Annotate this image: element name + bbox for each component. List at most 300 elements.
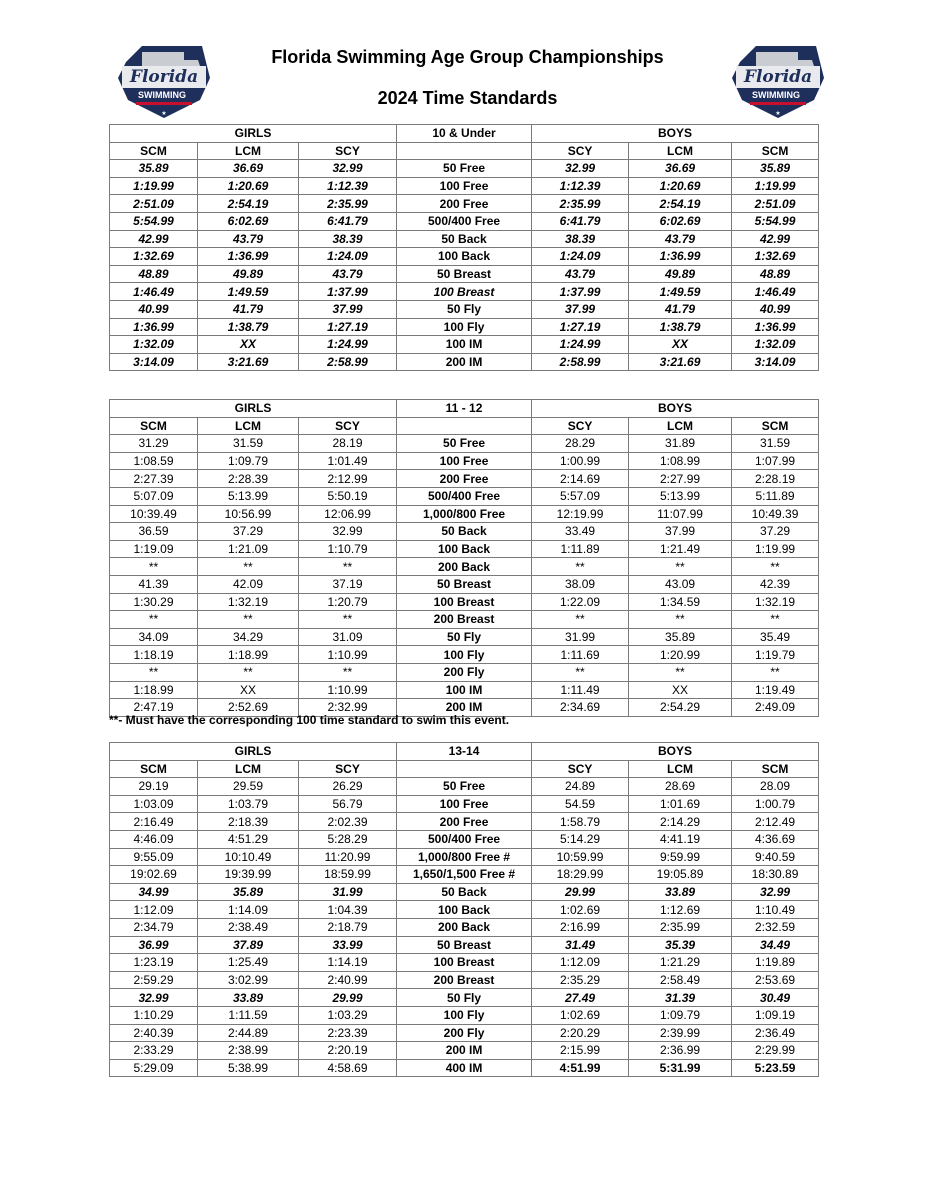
- girls-time-cell: 2:35.99: [299, 195, 397, 213]
- girls-time-cell: 1:38.79: [198, 318, 299, 336]
- footnote: **- Must have the corresponding 100 time standard to swim this event.: [109, 713, 510, 727]
- table-row: [110, 435, 819, 453]
- girls-time-cell: 1:49.59: [198, 283, 299, 301]
- girls-time-cell: 29.19: [110, 778, 198, 796]
- girls-time-cell: **: [299, 558, 397, 576]
- girls-time-cell: 35.89: [110, 160, 198, 178]
- girls-time-cell: 1:19.99: [110, 177, 198, 195]
- boys-time-cell: 1:11.69: [532, 646, 629, 664]
- girls-time-cell: 26.29: [299, 778, 397, 796]
- girls-time-cell: 33.99: [299, 936, 397, 954]
- girls-course-header: LCM: [198, 760, 299, 778]
- girls-time-cell: **: [299, 611, 397, 629]
- event-header-blank: [397, 142, 532, 160]
- boys-time-cell: 1:20.99: [629, 646, 732, 664]
- boys-time-cell: 43.09: [629, 575, 732, 593]
- boys-time-cell: **: [629, 663, 732, 681]
- girls-time-cell: 31.29: [110, 435, 198, 453]
- boys-time-cell: 1:46.49: [732, 283, 819, 301]
- event-name-cell: 200 Free: [397, 195, 532, 213]
- girls-time-cell: 5:13.99: [198, 487, 299, 505]
- girls-course-header: SCM: [110, 142, 198, 160]
- event-name-cell: 200 Back: [397, 558, 532, 576]
- table-row: [110, 505, 819, 523]
- girls-time-cell: 5:38.99: [198, 1059, 299, 1077]
- table-row: [110, 646, 819, 664]
- table-row: [110, 971, 819, 989]
- event-name-cell: 50 Breast: [397, 575, 532, 593]
- girls-time-cell: 1:27.19: [299, 318, 397, 336]
- girls-time-cell: 11:20.99: [299, 848, 397, 866]
- girls-course-header: SCM: [110, 417, 198, 435]
- girls-time-cell: 1:21.09: [198, 540, 299, 558]
- event-name-cell: 100 Free: [397, 795, 532, 813]
- event-name-cell: 50 Fly: [397, 628, 532, 646]
- girls-time-cell: 6:02.69: [198, 212, 299, 230]
- event-name-cell: 400 IM: [397, 1059, 532, 1077]
- table-row: [110, 265, 819, 283]
- boys-time-cell: **: [629, 558, 732, 576]
- girls-time-cell: 1:36.99: [198, 248, 299, 266]
- girls-time-cell: **: [110, 611, 198, 629]
- boys-time-cell: 1:21.29: [629, 954, 732, 972]
- boys-time-cell: 1:19.49: [732, 681, 819, 699]
- boys-time-cell: **: [732, 611, 819, 629]
- boys-time-cell: 1:02.69: [532, 901, 629, 919]
- girls-course-header: LCM: [198, 142, 299, 160]
- girls-time-cell: 1:14.19: [299, 954, 397, 972]
- table-row: [110, 230, 819, 248]
- table-row: [110, 300, 819, 318]
- boys-time-cell: 35.89: [732, 160, 819, 178]
- table-row: [110, 1006, 819, 1024]
- girls-time-cell: 2:23.39: [299, 1024, 397, 1042]
- table-row: [110, 795, 819, 813]
- boys-time-cell: 1:11.89: [532, 540, 629, 558]
- girls-time-cell: 1:24.09: [299, 248, 397, 266]
- table-row: [110, 954, 819, 972]
- svg-text:★: ★: [775, 111, 781, 117]
- boys-time-cell: XX: [629, 681, 732, 699]
- boys-time-cell: 42.99: [732, 230, 819, 248]
- girls-time-cell: 9:55.09: [110, 848, 198, 866]
- boys-time-cell: 1:19.79: [732, 646, 819, 664]
- boys-time-cell: 2:36.99: [629, 1042, 732, 1060]
- boys-time-cell: 10:49.39: [732, 505, 819, 523]
- girls-time-cell: 1:04.39: [299, 901, 397, 919]
- boys-time-cell: 30.49: [732, 989, 819, 1007]
- girls-time-cell: 56.79: [299, 795, 397, 813]
- boys-time-cell: 54.59: [532, 795, 629, 813]
- boys-time-cell: 43.79: [532, 265, 629, 283]
- girls-time-cell: 2:12.99: [299, 470, 397, 488]
- boys-time-cell: 35.49: [732, 628, 819, 646]
- boys-time-cell: 41.79: [629, 300, 732, 318]
- table-row: [110, 558, 819, 576]
- boys-time-cell: XX: [629, 336, 732, 354]
- girls-time-cell: 5:28.29: [299, 830, 397, 848]
- boys-time-cell: 1:36.99: [629, 248, 732, 266]
- girls-time-cell: 2:33.29: [110, 1042, 198, 1060]
- girls-time-cell: 32.99: [299, 160, 397, 178]
- girls-time-cell: 40.99: [110, 300, 198, 318]
- age-group-header: 11 - 12: [397, 400, 532, 418]
- boys-time-cell: 29.99: [532, 883, 629, 901]
- girls-time-cell: 1:11.59: [198, 1006, 299, 1024]
- course-header-row: [110, 760, 819, 778]
- boys-time-cell: 1:19.99: [732, 540, 819, 558]
- boys-time-cell: 5:54.99: [732, 212, 819, 230]
- boys-time-cell: 1:12.39: [532, 177, 629, 195]
- boys-time-cell: 1:20.69: [629, 177, 732, 195]
- table-row: [110, 593, 819, 611]
- svg-text:SWIMMING: SWIMMING: [752, 90, 800, 100]
- girls-time-cell: 1:30.29: [110, 593, 198, 611]
- boys-time-cell: 6:02.69: [629, 212, 732, 230]
- girls-time-cell: 4:58.69: [299, 1059, 397, 1077]
- girls-header: GIRLS: [110, 400, 397, 418]
- girls-time-cell: 37.89: [198, 936, 299, 954]
- boys-time-cell: 2:35.99: [629, 918, 732, 936]
- girls-time-cell: XX: [198, 681, 299, 699]
- boys-time-cell: 2:58.49: [629, 971, 732, 989]
- boys-time-cell: 1:49.59: [629, 283, 732, 301]
- boys-time-cell: 1:09.79: [629, 1006, 732, 1024]
- girls-time-cell: 1:32.19: [198, 593, 299, 611]
- boys-time-cell: 48.89: [732, 265, 819, 283]
- boys-time-cell: 28.69: [629, 778, 732, 796]
- girls-time-cell: 2:28.39: [198, 470, 299, 488]
- boys-time-cell: 1:00.99: [532, 452, 629, 470]
- girls-time-cell: 5:29.09: [110, 1059, 198, 1077]
- girls-time-cell: 36.99: [110, 936, 198, 954]
- boys-time-cell: 1:36.99: [732, 318, 819, 336]
- page-subtitle: 2024 Time Standards: [377, 88, 558, 108]
- svg-text:★: ★: [161, 111, 167, 117]
- girls-time-cell: 1:20.69: [198, 177, 299, 195]
- event-name-cell: 50 Breast: [397, 936, 532, 954]
- boys-time-cell: 2:58.99: [532, 353, 629, 371]
- girls-time-cell: 3:14.09: [110, 353, 198, 371]
- boys-course-header: SCY: [532, 760, 629, 778]
- table-row: [110, 487, 819, 505]
- boys-time-cell: 1:27.19: [532, 318, 629, 336]
- event-name-cell: 500/400 Free: [397, 487, 532, 505]
- girls-time-cell: 1:18.99: [110, 681, 198, 699]
- boys-course-header: LCM: [629, 142, 732, 160]
- boys-time-cell: 1:02.69: [532, 1006, 629, 1024]
- girls-time-cell: 5:54.99: [110, 212, 198, 230]
- table-row: [110, 336, 819, 354]
- girls-time-cell: 5:07.09: [110, 487, 198, 505]
- girls-time-cell: **: [198, 558, 299, 576]
- course-header-row: [110, 417, 819, 435]
- boys-time-cell: 2:29.99: [732, 1042, 819, 1060]
- boys-time-cell: 1:37.99: [532, 283, 629, 301]
- course-header-row: [110, 142, 819, 160]
- boys-time-cell: 34.49: [732, 936, 819, 954]
- boys-time-cell: 31.39: [629, 989, 732, 1007]
- boys-time-cell: 4:41.19: [629, 830, 732, 848]
- boys-time-cell: 2:12.49: [732, 813, 819, 831]
- boys-time-cell: 2:35.29: [532, 971, 629, 989]
- girls-time-cell: 1:18.99: [198, 646, 299, 664]
- florida-swimming-logo-icon: [114, 38, 214, 120]
- age-group-header: 13-14: [397, 743, 532, 761]
- girls-time-cell: 2:02.39: [299, 813, 397, 831]
- event-name-cell: 100 IM: [397, 336, 532, 354]
- girls-time-cell: 4:51.29: [198, 830, 299, 848]
- boys-time-cell: 1:12.69: [629, 901, 732, 919]
- time-standards-table-13-14: [109, 742, 819, 1077]
- girls-time-cell: 2:20.19: [299, 1042, 397, 1060]
- table-row: [110, 628, 819, 646]
- girls-time-cell: 2:18.79: [299, 918, 397, 936]
- event-name-cell: 50 Free: [397, 778, 532, 796]
- boys-time-cell: 1:22.09: [532, 593, 629, 611]
- boys-time-cell: 2:39.99: [629, 1024, 732, 1042]
- table-row: [110, 848, 819, 866]
- table-row: [110, 318, 819, 336]
- girls-time-cell: 2:52.69: [198, 699, 299, 717]
- table-row: [110, 195, 819, 213]
- time-standards-table-10-under: [109, 124, 819, 371]
- boys-time-cell: 33.89: [629, 883, 732, 901]
- girls-time-cell: **: [110, 558, 198, 576]
- event-name-cell: 200 Breast: [397, 611, 532, 629]
- boys-time-cell: 10:59.99: [532, 848, 629, 866]
- girls-time-cell: 41.79: [198, 300, 299, 318]
- girls-time-cell: 1:19.09: [110, 540, 198, 558]
- girls-course-header: SCY: [299, 760, 397, 778]
- table-row: [110, 523, 819, 541]
- table-row: [110, 1042, 819, 1060]
- event-name-cell: 500/400 Free: [397, 212, 532, 230]
- event-name-cell: 50 Back: [397, 230, 532, 248]
- boys-time-cell: 2:27.99: [629, 470, 732, 488]
- boys-time-cell: 31.89: [629, 435, 732, 453]
- table-row: [110, 353, 819, 371]
- girls-time-cell: 41.39: [110, 575, 198, 593]
- gender-header-row: [110, 125, 819, 143]
- girls-time-cell: 2:47.19: [110, 699, 198, 717]
- boys-header: BOYS: [532, 743, 819, 761]
- boys-time-cell: 1:12.09: [532, 954, 629, 972]
- boys-time-cell: 2:53.69: [732, 971, 819, 989]
- event-name-cell: 100 Breast: [397, 283, 532, 301]
- boys-time-cell: **: [732, 558, 819, 576]
- boys-time-cell: 40.99: [732, 300, 819, 318]
- boys-time-cell: **: [629, 611, 732, 629]
- boys-time-cell: 1:19.99: [732, 177, 819, 195]
- girls-time-cell: **: [198, 663, 299, 681]
- boys-time-cell: 5:11.89: [732, 487, 819, 505]
- boys-time-cell: 2:51.09: [732, 195, 819, 213]
- girls-time-cell: 1:03.29: [299, 1006, 397, 1024]
- girls-time-cell: 37.19: [299, 575, 397, 593]
- boys-header: BOYS: [532, 125, 819, 143]
- girls-time-cell: 2:38.49: [198, 918, 299, 936]
- girls-time-cell: 34.99: [110, 883, 198, 901]
- boys-time-cell: 24.89: [532, 778, 629, 796]
- svg-text:SWIMMING: SWIMMING: [138, 90, 186, 100]
- girls-time-cell: 1:37.99: [299, 283, 397, 301]
- girls-time-cell: 33.89: [198, 989, 299, 1007]
- boys-time-cell: 4:51.99: [532, 1059, 629, 1077]
- girls-time-cell: 29.59: [198, 778, 299, 796]
- girls-time-cell: 2:18.39: [198, 813, 299, 831]
- girls-time-cell: 1:03.79: [198, 795, 299, 813]
- boys-time-cell: 2:35.99: [532, 195, 629, 213]
- boys-time-cell: 38.39: [532, 230, 629, 248]
- girls-time-cell: 28.19: [299, 435, 397, 453]
- event-name-cell: 1,650/1,500 Free #: [397, 866, 532, 884]
- event-name-cell: 500/400 Free: [397, 830, 532, 848]
- table-row: [110, 883, 819, 901]
- event-name-cell: 200 IM: [397, 699, 532, 717]
- event-name-cell: 200 Fly: [397, 663, 532, 681]
- girls-time-cell: 2:59.29: [110, 971, 198, 989]
- boys-time-cell: 1:38.79: [629, 318, 732, 336]
- boys-time-cell: 43.79: [629, 230, 732, 248]
- boys-time-cell: 36.69: [629, 160, 732, 178]
- girls-time-cell: 1:08.59: [110, 452, 198, 470]
- boys-time-cell: 5:23.59: [732, 1059, 819, 1077]
- event-name-cell: 200 IM: [397, 353, 532, 371]
- event-name-cell: 100 Fly: [397, 646, 532, 664]
- girls-time-cell: 3:02.99: [198, 971, 299, 989]
- boys-time-cell: 31.49: [532, 936, 629, 954]
- girls-time-cell: **: [110, 663, 198, 681]
- table-row: [110, 575, 819, 593]
- table-row: [110, 989, 819, 1007]
- boys-time-cell: 5:31.99: [629, 1059, 732, 1077]
- girls-time-cell: 1:20.79: [299, 593, 397, 611]
- boys-course-header: SCY: [532, 142, 629, 160]
- event-name-cell: 100 Breast: [397, 954, 532, 972]
- boys-time-cell: 1:10.49: [732, 901, 819, 919]
- girls-time-cell: 36.59: [110, 523, 198, 541]
- boys-time-cell: 31.99: [532, 628, 629, 646]
- table-row: [110, 283, 819, 301]
- table-row: [110, 663, 819, 681]
- boys-time-cell: 6:41.79: [532, 212, 629, 230]
- boys-time-cell: 9:40.59: [732, 848, 819, 866]
- boys-time-cell: **: [732, 663, 819, 681]
- event-header-blank: [397, 417, 532, 435]
- event-name-cell: 1,000/800 Free #: [397, 848, 532, 866]
- table-row: [110, 160, 819, 178]
- boys-time-cell: 1:00.79: [732, 795, 819, 813]
- boys-course-header: LCM: [629, 417, 732, 435]
- boys-time-cell: **: [532, 611, 629, 629]
- event-name-cell: 200 Breast: [397, 971, 532, 989]
- girls-time-cell: 10:56.99: [198, 505, 299, 523]
- girls-time-cell: 1:18.19: [110, 646, 198, 664]
- table-row: [110, 778, 819, 796]
- girls-time-cell: 2:40.39: [110, 1024, 198, 1042]
- girls-time-cell: 1:12.09: [110, 901, 198, 919]
- boys-header: BOYS: [532, 400, 819, 418]
- boys-time-cell: 5:13.99: [629, 487, 732, 505]
- girls-time-cell: 18:59.99: [299, 866, 397, 884]
- girls-time-cell: 19:39.99: [198, 866, 299, 884]
- event-name-cell: 100 Free: [397, 177, 532, 195]
- svg-text:Florida: Florida: [129, 67, 199, 87]
- event-name-cell: 50 Fly: [397, 300, 532, 318]
- table-row: [110, 452, 819, 470]
- table-row: [110, 470, 819, 488]
- girls-time-cell: XX: [198, 336, 299, 354]
- boys-time-cell: 19:05.89: [629, 866, 732, 884]
- girls-time-cell: 19:02.69: [110, 866, 198, 884]
- boys-time-cell: 1:32.09: [732, 336, 819, 354]
- girls-time-cell: 49.89: [198, 265, 299, 283]
- event-name-cell: 50 Free: [397, 160, 532, 178]
- boys-course-header: SCY: [532, 417, 629, 435]
- event-name-cell: 100 Fly: [397, 318, 532, 336]
- boys-time-cell: 1:32.69: [732, 248, 819, 266]
- girls-time-cell: 29.99: [299, 989, 397, 1007]
- event-name-cell: 100 Back: [397, 540, 532, 558]
- girls-time-cell: 5:50.19: [299, 487, 397, 505]
- boys-time-cell: 2:28.19: [732, 470, 819, 488]
- boys-time-cell: 42.39: [732, 575, 819, 593]
- table-row: [110, 681, 819, 699]
- girls-time-cell: 48.89: [110, 265, 198, 283]
- girls-time-cell: 1:46.49: [110, 283, 198, 301]
- boys-time-cell: 1:01.69: [629, 795, 732, 813]
- girls-time-cell: 2:27.39: [110, 470, 198, 488]
- boys-time-cell: 1:19.89: [732, 954, 819, 972]
- girls-header: GIRLS: [110, 743, 397, 761]
- girls-time-cell: 37.99: [299, 300, 397, 318]
- boys-time-cell: 1:09.19: [732, 1006, 819, 1024]
- table-row: [110, 212, 819, 230]
- boys-time-cell: 28.09: [732, 778, 819, 796]
- boys-time-cell: 2:14.69: [532, 470, 629, 488]
- event-name-cell: 200 Back: [397, 918, 532, 936]
- boys-time-cell: 18:29.99: [532, 866, 629, 884]
- boys-course-header: SCM: [732, 417, 819, 435]
- event-name-cell: 50 Back: [397, 523, 532, 541]
- event-name-cell: 1,000/800 Free: [397, 505, 532, 523]
- boys-time-cell: 12:19.99: [532, 505, 629, 523]
- event-name-cell: 50 Breast: [397, 265, 532, 283]
- girls-time-cell: 1:10.29: [110, 1006, 198, 1024]
- girls-time-cell: 43.79: [198, 230, 299, 248]
- girls-time-cell: 12:06.99: [299, 505, 397, 523]
- girls-course-header: SCY: [299, 417, 397, 435]
- event-name-cell: 50 Free: [397, 435, 532, 453]
- girls-time-cell: 32.99: [110, 989, 198, 1007]
- florida-swimming-logo-left: [114, 38, 214, 120]
- girls-time-cell: 31.99: [299, 883, 397, 901]
- boys-time-cell: 32.99: [532, 160, 629, 178]
- girls-time-cell: 1:12.39: [299, 177, 397, 195]
- girls-time-cell: 4:46.09: [110, 830, 198, 848]
- girls-time-cell: 38.39: [299, 230, 397, 248]
- boys-time-cell: 2:54.29: [629, 699, 732, 717]
- girls-time-cell: **: [198, 611, 299, 629]
- event-name-cell: 100 IM: [397, 681, 532, 699]
- girls-time-cell: 31.59: [198, 435, 299, 453]
- girls-time-cell: 42.09: [198, 575, 299, 593]
- boys-time-cell: 1:34.59: [629, 593, 732, 611]
- boys-time-cell: 3:14.09: [732, 353, 819, 371]
- girls-time-cell: 1:36.99: [110, 318, 198, 336]
- boys-time-cell: 9:59.99: [629, 848, 732, 866]
